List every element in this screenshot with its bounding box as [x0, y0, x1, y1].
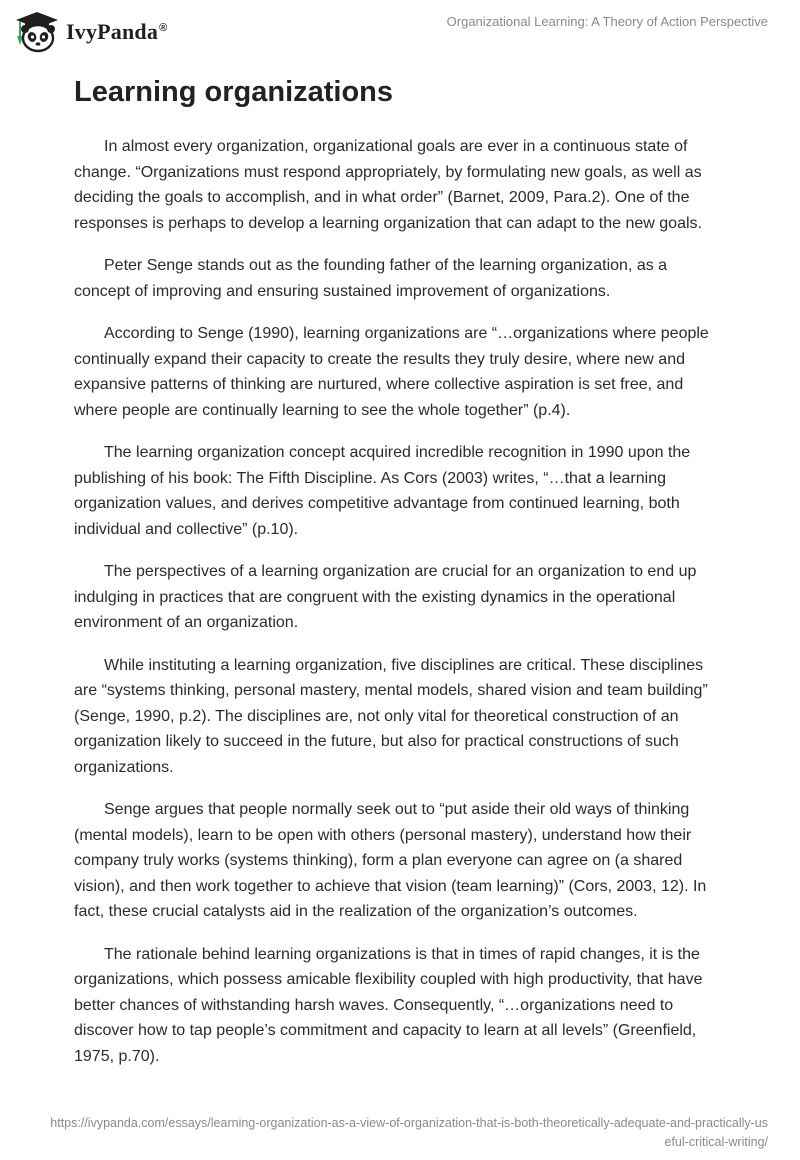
page-header — [0, 0, 800, 70]
paragraph: Senge argues that people normally seek out to “put aside their old ways of thinking (mental models), learn to be open with others (personal mastery), understand how their company truly works (systems thinking), form a plan everyone can agree on (a shared vision), and then work together to achieve that vision (team learning)” (Cors, 2003, 12). In fact, these crucial catalysts aid in the realization of the organization’s outcomes. — [74, 801, 707, 920]
registered-mark: ® — [159, 21, 168, 34]
document-title: Organizational Learning: A Theory of Action Perspective — [446, 14, 768, 29]
paragraph: According to Senge (1990), learning organizations are “…organizations where people continually expand their capacity to create the results they truly desire, where new and expansive patterns of thinking are nurtured, where collective aspiration is set free, and where people are continually learning to see the whole together” (p.4). — [74, 325, 709, 419]
source-url[interactable]: https://ivypanda.com/essays/learning-organization-as-a-view-of-organization-that-is-both-theoretically-adequate-and-practically-useful-critical-writing/ — [50, 1116, 768, 1149]
paragraph: The learning organization concept acquired incredible recognition in 1990 upon the publishing of his book: The Fifth Discipline. As Cors (2003) writes, “…that a learning organization values, and derives competitive advantage from continued learning, both individual and collective” (p.10). — [74, 444, 691, 538]
paragraph: The perspectives of a learning organization are crucial for an organization to end up indulging in practices that are congruent with the existing dynamics in the operational environment of an organization. — [74, 563, 697, 631]
paragraph: The rationale behind learning organizations is that in times of rapid changes, it is the organizations, which possess amicable flexibility coupled with high productivity, that have better chances of withstanding harsh waves. Consequently, “…organizations need to discover how to tap people’s commitment and capacity to learn at all levels” (Greenfield, 1975, p.70). — [74, 945, 703, 1065]
panda-graduate-icon — [14, 10, 60, 54]
article-body — [74, 134, 726, 1086]
paragraph: While instituting a learning organization, five disciplines are critical. These disciplines are “systems thinking, personal mastery, mental models, shared vision and team building” (Senge, 1990, p.2). The disciplines are, not only vital for theoretical construction of an organization likely to succeed in the future, but also for practical constructions of such organizations. — [74, 656, 708, 776]
brand-logo[interactable] — [14, 10, 167, 54]
paragraph: Peter Senge stands out as the founding father of the learning organization, as a concept of improving and ensuring sustained improvement of organizations. — [74, 257, 668, 300]
paragraph: In almost every organization, organizational goals are ever in a continuous state of change. “Organizations must respond appropriately, by formulating new goals, as well as deciding the goals to accomplish, and in what order” (Barnet, 2009, Para.2). One of the responses is perhaps to develop a learning organization that can adapt to the new goals. — [74, 138, 702, 232]
page-title: Learning organizations — [74, 76, 394, 108]
brand-name: IvyPanda® — [66, 19, 168, 44]
